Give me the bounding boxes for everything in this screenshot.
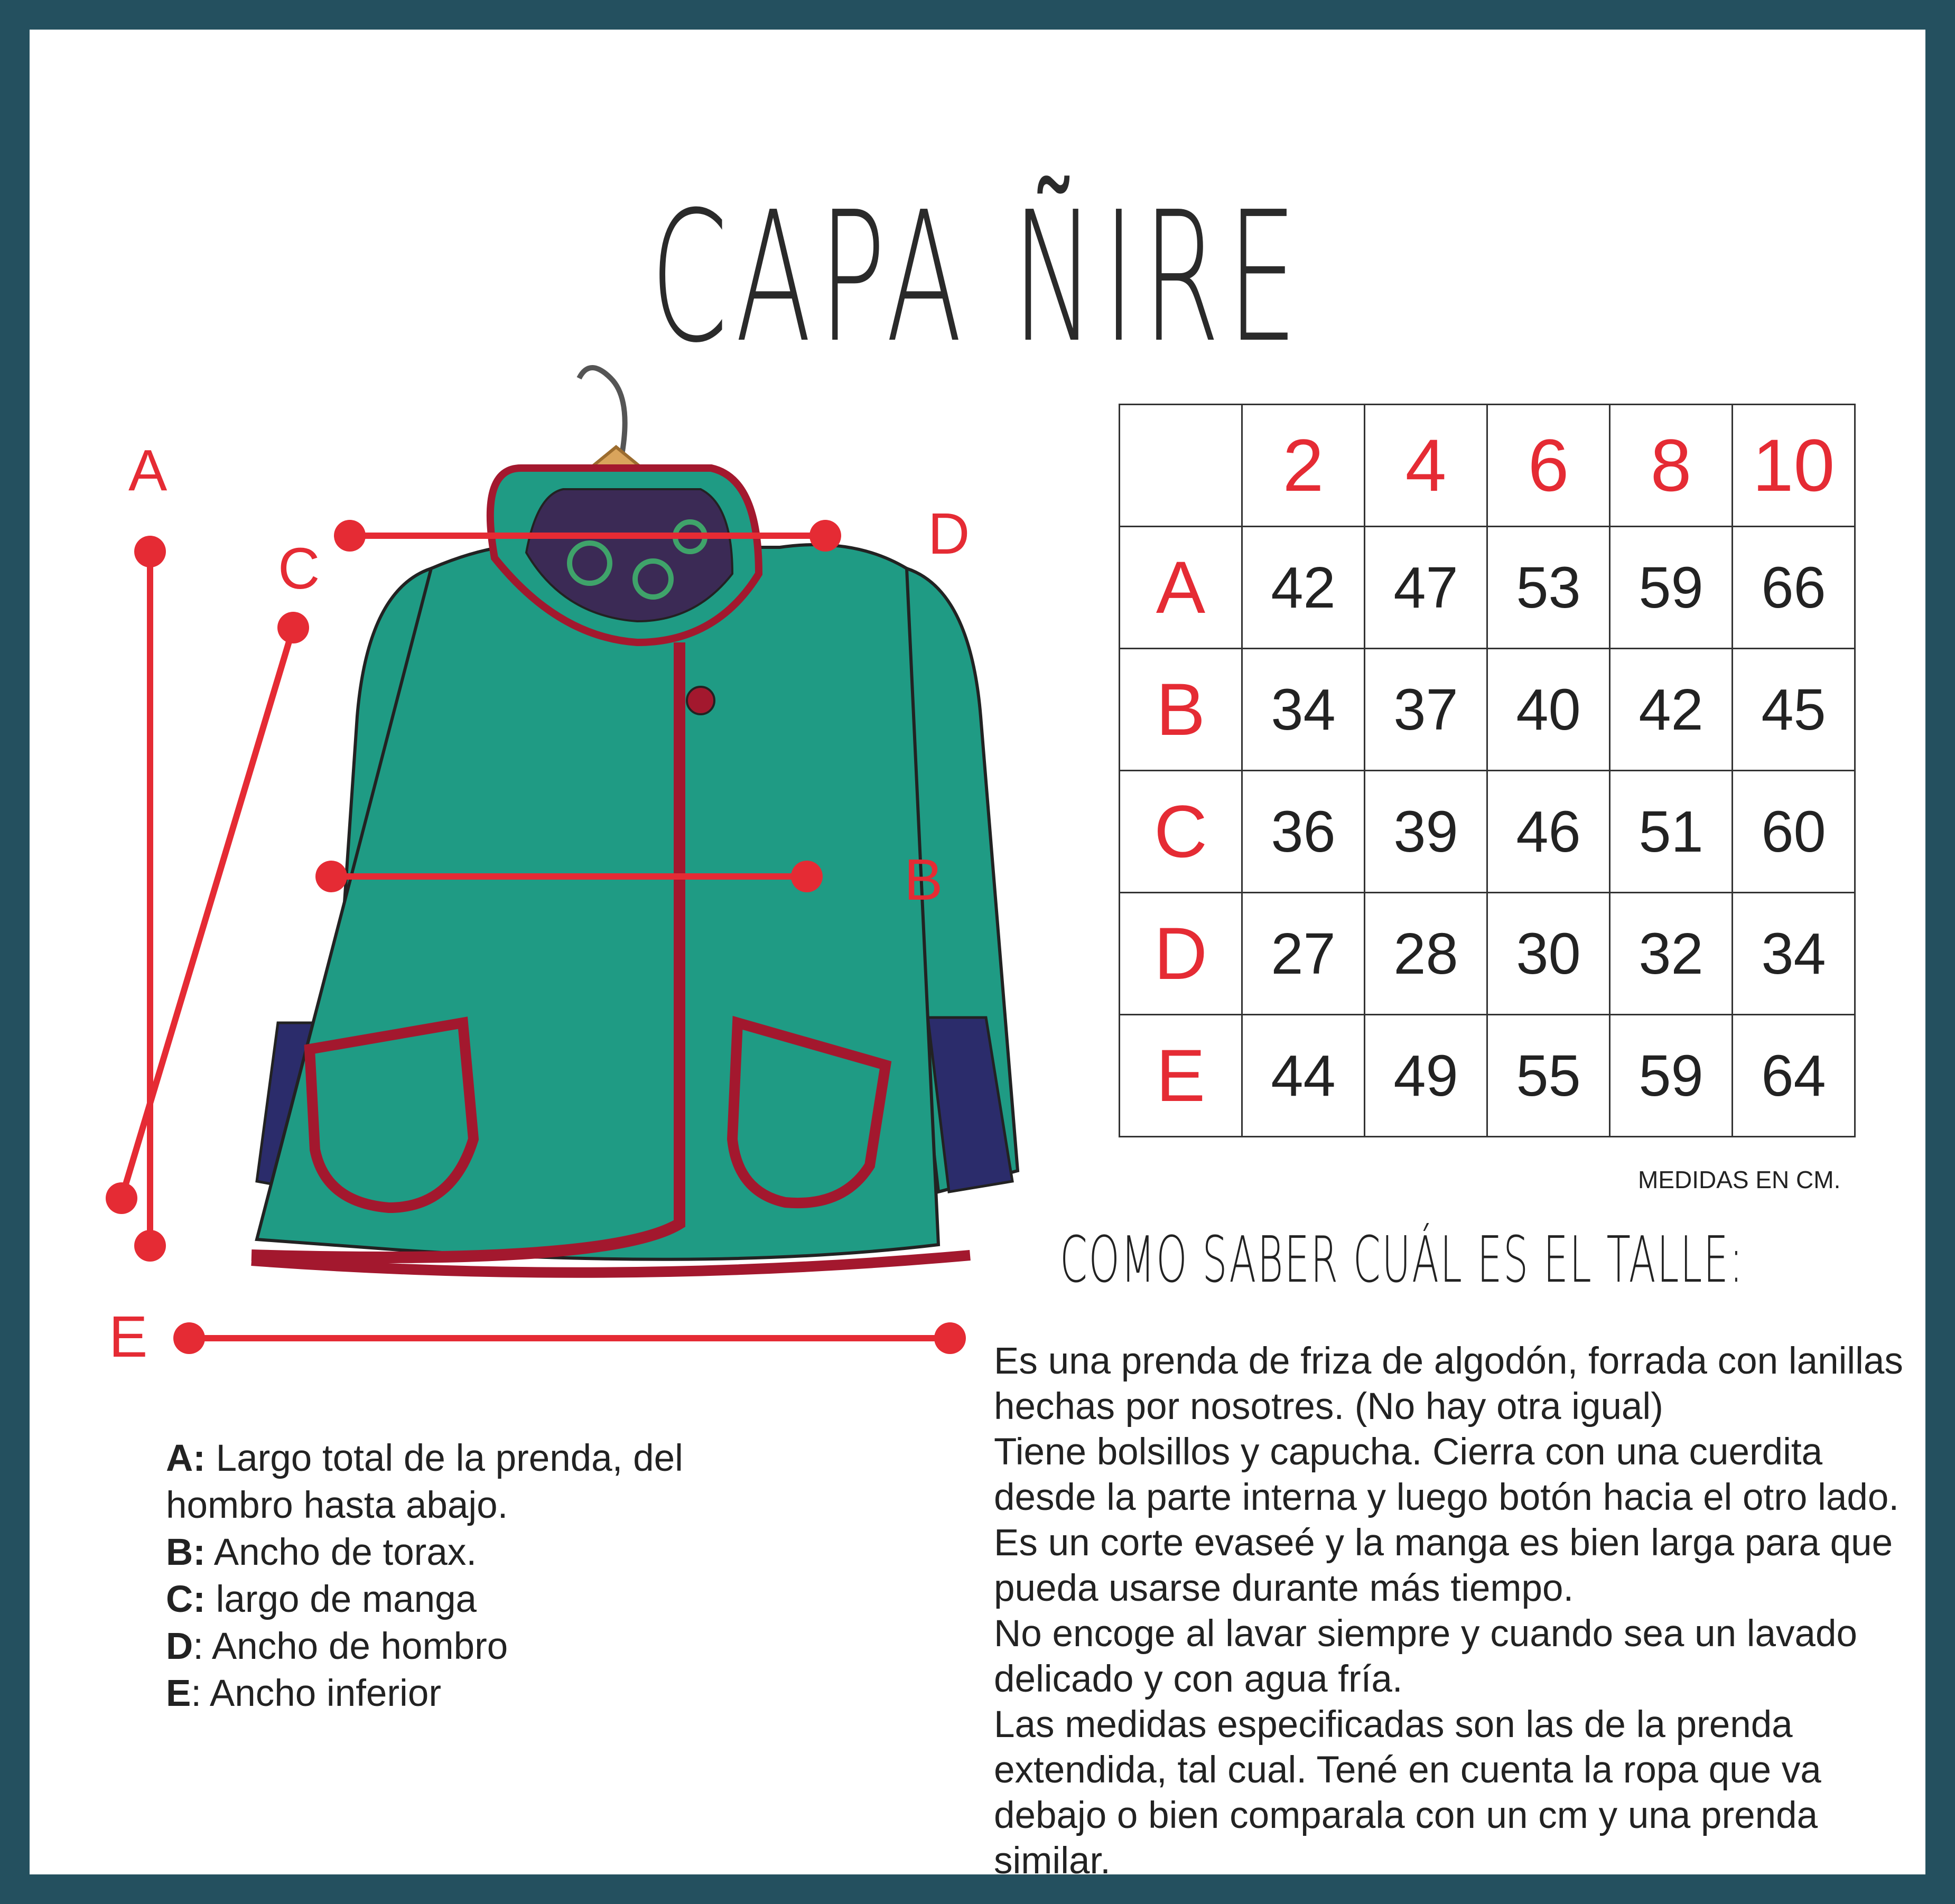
measure-label-b: B bbox=[904, 847, 943, 912]
legend-text: : Ancho de hombro bbox=[193, 1626, 508, 1667]
table-cell: 39 bbox=[1365, 771, 1487, 893]
table-cell: 66 bbox=[1733, 527, 1855, 649]
table-cell: 36 bbox=[1242, 771, 1365, 893]
table-corner-cell bbox=[1120, 405, 1242, 527]
table-cell: 60 bbox=[1733, 771, 1855, 893]
size-header: 6 bbox=[1487, 405, 1610, 527]
table-cell: 42 bbox=[1610, 649, 1733, 771]
coat-body bbox=[257, 545, 938, 1259]
legend-text: largo de manga bbox=[205, 1579, 477, 1620]
legend-text: Largo total de la prenda, del hombro hasta abajo. bbox=[166, 1438, 683, 1526]
table-row bbox=[1120, 771, 1855, 893]
table-cell: 49 bbox=[1365, 1015, 1487, 1137]
description-paragraph: Las medidas especificadas son las de la prenda extendida, tal cual. Tené en cuenta la ropa que va debajo o bien comparala con un cm y una prenda similar. bbox=[994, 1704, 1821, 1882]
legend-text: Ancho de torax. bbox=[205, 1532, 477, 1573]
table-cell: 51 bbox=[1610, 771, 1733, 893]
table-row bbox=[1120, 1015, 1855, 1137]
measure-e-line bbox=[173, 1322, 966, 1354]
row-label: D bbox=[1120, 893, 1242, 1015]
legend-key: A: bbox=[166, 1438, 206, 1479]
measure-label-a: A bbox=[128, 438, 167, 503]
size-header: 8 bbox=[1610, 405, 1733, 527]
legend-key: D bbox=[166, 1626, 193, 1667]
table-cell: 53 bbox=[1487, 527, 1610, 649]
table-cell: 34 bbox=[1733, 893, 1855, 1015]
how-to-title: COMO SABER CUÁL ES EL TALLE: bbox=[1060, 1224, 1744, 1297]
table-cell: 34 bbox=[1242, 649, 1365, 771]
description-paragraph: Tiene bolsillos y capucha. Cierra con una cuerdita desde la parte interna y luego botón hacia el otro lado. Es un corte evaseé y la manga es bien larga para que pueda usarse durante más tiempo. bbox=[994, 1431, 1900, 1609]
size-table bbox=[1119, 404, 1856, 1137]
table-cell: 28 bbox=[1365, 893, 1487, 1015]
table-row bbox=[1120, 649, 1855, 771]
legend-key: E bbox=[166, 1673, 191, 1714]
description-paragraph: Es una prenda de friza de algodón, forrada con lanillas hechas por nosotres. (No hay otra igual) bbox=[994, 1340, 1903, 1427]
table-cell: 27 bbox=[1242, 893, 1365, 1015]
measure-label-e: E bbox=[109, 1304, 148, 1369]
size-header: 2 bbox=[1242, 405, 1365, 527]
table-cell: 30 bbox=[1487, 893, 1610, 1015]
table-cell: 42 bbox=[1242, 527, 1365, 649]
table-cell: 44 bbox=[1242, 1015, 1365, 1137]
row-label: B bbox=[1120, 649, 1242, 771]
description bbox=[994, 1339, 1921, 1884]
measure-label-c: C bbox=[278, 536, 320, 601]
page-frame bbox=[30, 30, 1925, 1882]
size-header-row bbox=[1120, 405, 1855, 527]
table-cell: 59 bbox=[1610, 1015, 1733, 1137]
measure-a-line bbox=[134, 536, 166, 1262]
legend-item bbox=[166, 1529, 800, 1576]
legend-text: : Ancho inferior bbox=[191, 1673, 441, 1714]
table-cell: 64 bbox=[1733, 1015, 1855, 1137]
table-row bbox=[1120, 527, 1855, 649]
table-cell: 47 bbox=[1365, 527, 1487, 649]
table-cell: 45 bbox=[1733, 649, 1855, 771]
measure-label-d: D bbox=[928, 501, 970, 566]
button bbox=[687, 687, 714, 714]
table-cell: 32 bbox=[1610, 893, 1733, 1015]
table-cell: 55 bbox=[1487, 1015, 1610, 1137]
legend-item bbox=[166, 1670, 800, 1717]
row-label: C bbox=[1120, 771, 1242, 893]
table-cell: 59 bbox=[1610, 527, 1733, 649]
measurement-legend bbox=[166, 1435, 800, 1717]
hanger-hook bbox=[579, 368, 625, 458]
table-cell: 37 bbox=[1365, 649, 1487, 771]
page-title: CAPA ÑIRE bbox=[650, 173, 1305, 382]
legend-item bbox=[166, 1435, 800, 1529]
legend-item bbox=[166, 1576, 800, 1623]
legend-key: B: bbox=[166, 1532, 206, 1573]
legend-key: C: bbox=[166, 1579, 206, 1620]
description-paragraph: No encoge al lavar siempre y cuando sea un lavado delicado y con agua fría. bbox=[994, 1613, 1858, 1700]
row-label: E bbox=[1120, 1015, 1242, 1137]
size-header: 4 bbox=[1365, 405, 1487, 527]
table-row bbox=[1120, 893, 1855, 1015]
table-cell: 46 bbox=[1487, 771, 1610, 893]
size-header: 10 bbox=[1733, 405, 1855, 527]
table-cell: 40 bbox=[1487, 649, 1610, 771]
units-note: MEDIDAS EN CM. bbox=[1638, 1166, 1841, 1193]
row-label: A bbox=[1120, 527, 1242, 649]
legend-item bbox=[166, 1623, 800, 1670]
